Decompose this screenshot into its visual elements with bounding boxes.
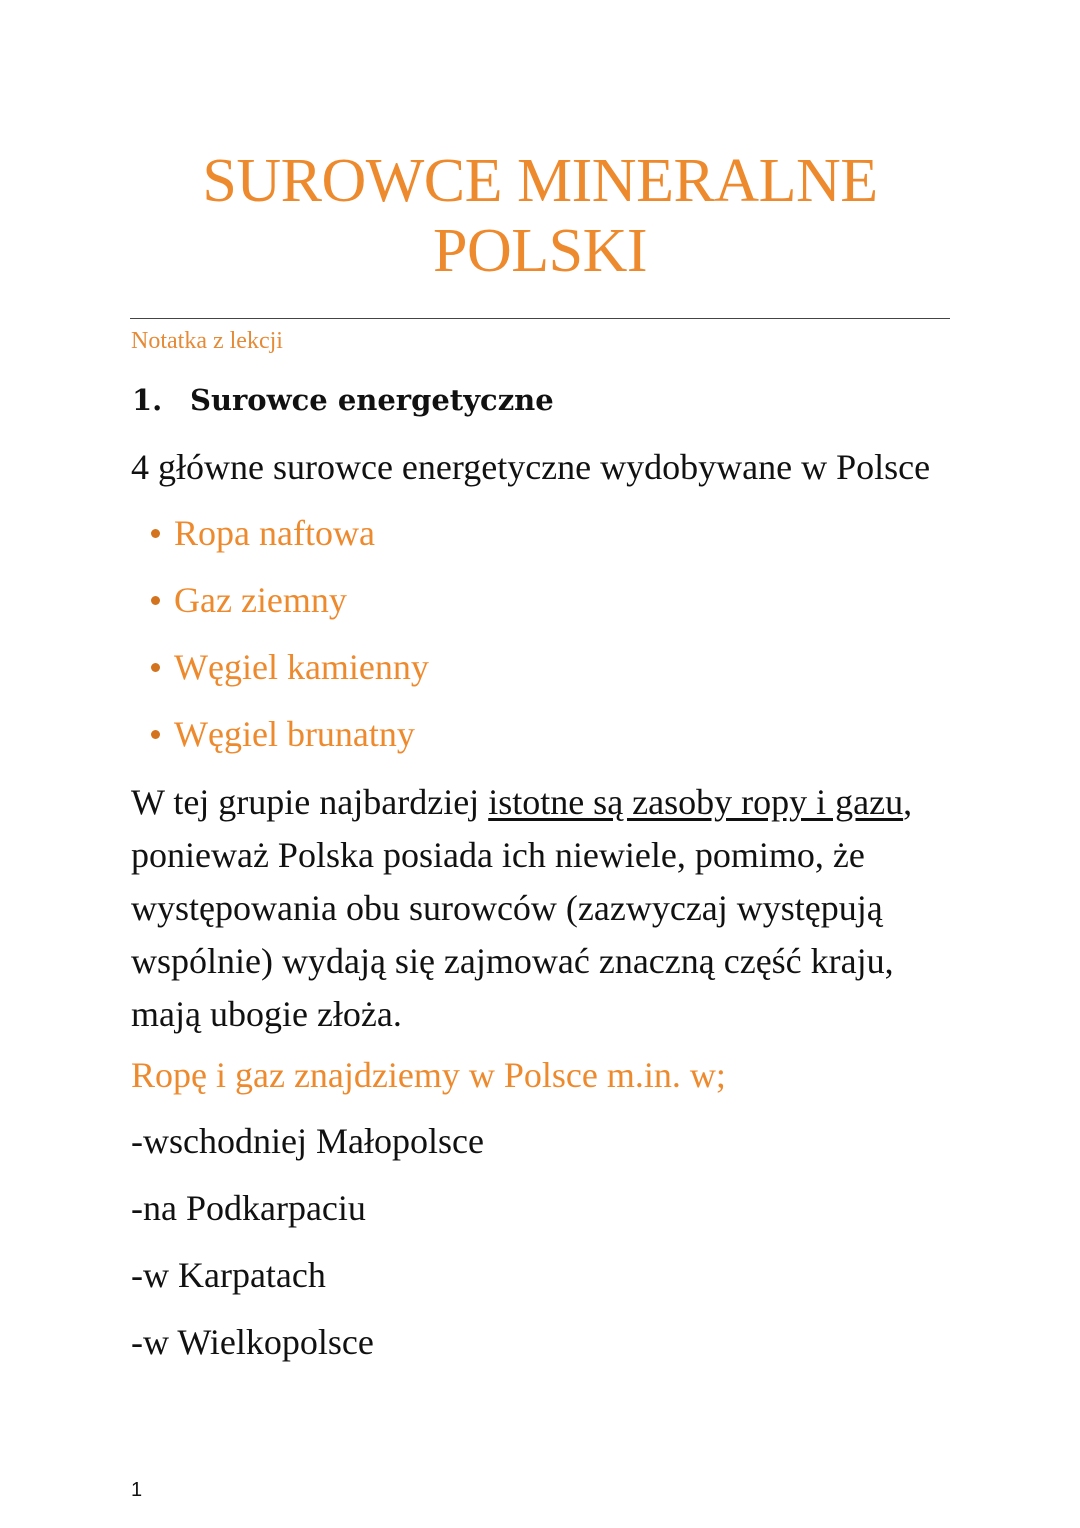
location-item: -w Wielkopolsce	[131, 1322, 374, 1362]
list-item	[151, 644, 429, 690]
list-item-label: Gaz ziemny	[174, 580, 347, 620]
bullet-icon	[151, 596, 160, 605]
page-title	[130, 146, 950, 286]
bullet-icon	[151, 730, 160, 739]
title-line-2: POLSKI	[432, 217, 648, 285]
paragraph-underlined-text: istotne są zasoby ropy i gazu	[488, 782, 904, 822]
list-item-label: Węgiel kamienny	[174, 647, 429, 687]
location-item: -wschodniej Małopolsce	[131, 1121, 484, 1161]
list-item	[151, 711, 415, 757]
title-divider	[130, 318, 950, 319]
location-item: -na Podkarpaciu	[131, 1188, 366, 1228]
locations-heading: Ropę i gaz znajdziemy w Polsce m.in. w;	[131, 1055, 726, 1095]
location-item: -w Karpatach	[131, 1255, 326, 1295]
list-item	[151, 510, 375, 556]
list-item	[151, 577, 347, 623]
body-paragraph	[131, 776, 961, 1041]
section-intro: 4 główne surowce energetyczne wydobywane w Polsce	[131, 447, 931, 487]
paragraph-text-start: W tej grupie najbardziej	[131, 782, 489, 822]
section-title: Surowce energetyczne	[190, 383, 554, 417]
section-heading	[132, 380, 554, 420]
subtitle: Notatka z lekcji	[131, 328, 283, 354]
list-item-label: Węgiel brunatny	[174, 714, 415, 754]
paragraph-text-end: , ponieważ Polska posiada ich niewiele, pomimo, że występowania obu surowców (zazwyczaj występują wspólnie) wydają się zajmować znaczną część kraju, mają ubogie złoża.	[131, 782, 913, 1034]
section-number: 1.	[132, 383, 163, 417]
bullet-icon	[151, 529, 160, 538]
title-line-1: SUROWCE MINERALNE	[202, 147, 878, 215]
page-number: 1	[131, 1479, 143, 1501]
bullet-icon	[151, 663, 160, 672]
list-item-label: Ropa naftowa	[174, 513, 375, 553]
